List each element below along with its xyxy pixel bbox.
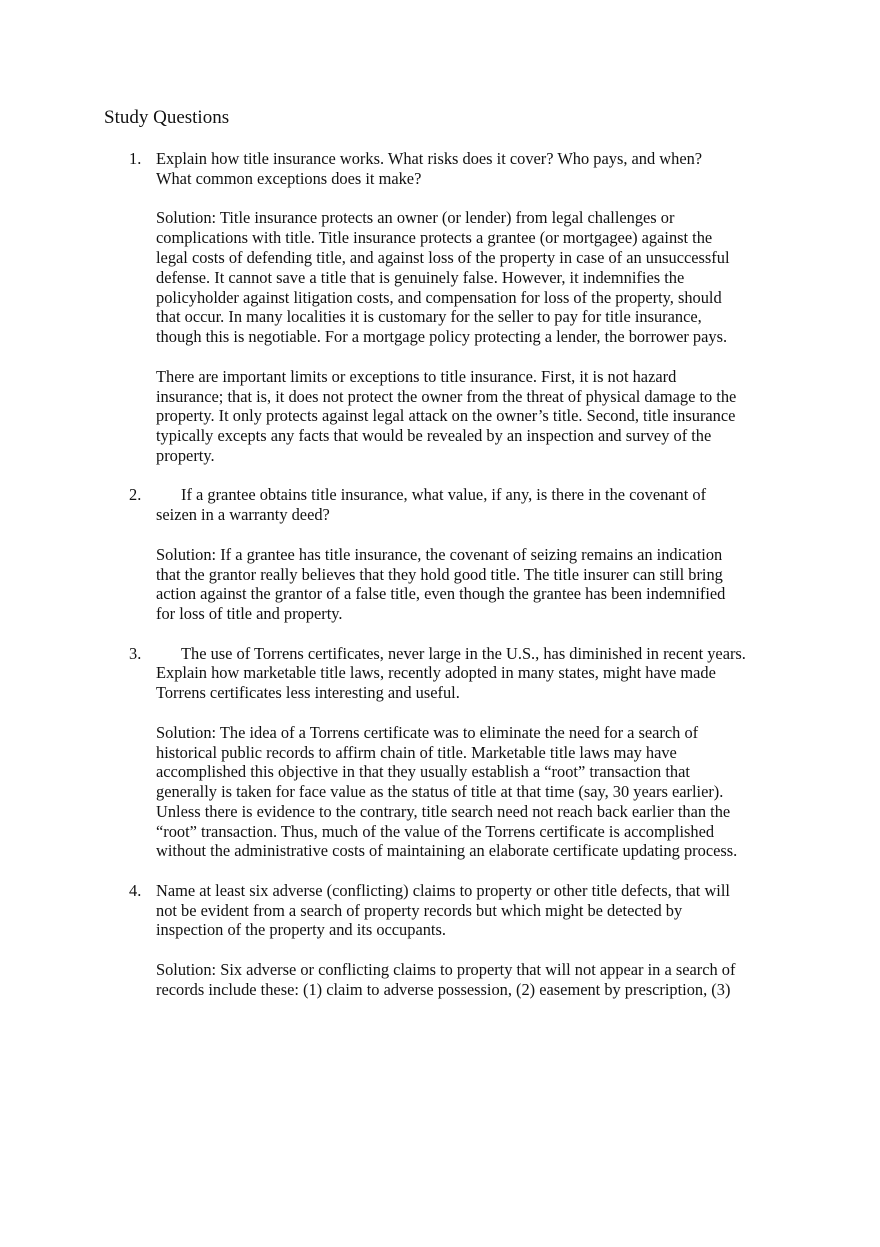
solution-paragraph [156, 960, 784, 1000]
question-number: 2. [129, 485, 142, 505]
text-line: property. [156, 445, 215, 465]
text-line: The use of Torrens certificates, never large in the U.S., has diminished in recent years. [181, 643, 746, 663]
text-line: What common exceptions does it make? [156, 168, 422, 188]
solution-paragraph [156, 367, 784, 466]
text-line: action against the grantor of a false title, even though the grantee has been indemnified [156, 584, 726, 604]
text-line: complications with title. Title insurance protects a grantee (or mortgagee) against the [156, 228, 713, 248]
solution-paragraph [156, 208, 784, 347]
text-line: that occur. In many localities it is customary for the seller to pay for title insurance, [156, 307, 702, 327]
question-text [156, 881, 786, 940]
text-line: Torrens certificates less interesting and useful. [156, 683, 460, 703]
text-line: Explain how title insurance works. What risks does it cover? Who pays, and when? [156, 149, 703, 168]
text-line: inspection of the property and its occupants. [156, 920, 446, 940]
text-line: though this is negotiable. For a mortgage policy protecting a lender, the borrower pays. [156, 327, 728, 347]
text-line: not be evident from a search of property records but which might be detected by [156, 900, 683, 920]
question-list [0, 149, 880, 1019]
question-number: 4. [129, 880, 142, 900]
text-line: typically excepts any facts that would be revealed by an inspection and survey of the [156, 426, 712, 446]
text-line: legal costs of defending title, and against loss of the property in case of an unsuccessful [156, 247, 730, 267]
solution-paragraph [156, 545, 784, 624]
question-item-2 [0, 485, 880, 624]
text-line: Solution: If a grantee has title insurance, the covenant of seizing remains an indication [156, 544, 723, 564]
text-line: “root” transaction. Thus, much of the value of the Torrens certificate is accomplished [156, 821, 715, 841]
text-line: property. It only protects against legal attack on the owner’s title. Second, title insurance [156, 406, 736, 426]
question-text [156, 644, 786, 703]
question-item-1 [0, 149, 880, 466]
text-line: defense. It cannot save a title that is genuinely false. However, it indemnifies the [156, 267, 685, 287]
text-line: that the grantor really believes that they hold good title. The title insurer can still bring [156, 564, 723, 584]
text-line: historical public records to affirm chain of title. Marketable title laws may have [156, 742, 677, 762]
text-line: insurance; that is, it does not protect the owner from the threat of physical damage to the [156, 386, 737, 406]
question-text [156, 485, 786, 525]
text-line: Unless there is evidence to the contrary, title search need not reach back earlier than the [156, 801, 731, 821]
question-item-4 [0, 881, 880, 1000]
text-line: Solution: The idea of a Torrens certificate was to eliminate the need for a search of [156, 722, 699, 742]
solution-paragraph [156, 723, 784, 862]
text-line: There are important limits or exceptions to title insurance. First, it is not hazard [156, 366, 677, 386]
question-item-3 [0, 644, 880, 862]
text-line: If a grantee obtains title insurance, what value, if any, is there in the covenant of [181, 485, 707, 505]
question-number: 1. [129, 149, 142, 168]
text-line: generally is taken for face value as the status of title at that time (say, 30 years earlier). [156, 782, 724, 802]
question-number: 3. [129, 643, 142, 663]
text-line: seizen in a warranty deed? [156, 505, 330, 525]
text-line: without the administrative costs of maintaining an elaborate certificate updating process. [156, 841, 738, 861]
text-line: for loss of title and property. [156, 604, 343, 624]
text-line: Solution: Six adverse or conflicting claims to property that will not appear in a search of [156, 960, 736, 980]
text-line: Explain how marketable title laws, recently adopted in many states, might have made [156, 663, 716, 683]
question-text [156, 149, 786, 189]
text-line: records include these: (1) claim to adverse possession, (2) easement by prescription, (3) [156, 979, 731, 999]
text-line: Solution: Title insurance protects an owner (or lender) from legal challenges or [156, 208, 675, 228]
text-line: policyholder against litigation costs, and compensation for loss of the property, should [156, 287, 722, 307]
text-line: Name at least six adverse (conflicting) claims to property or other title defects, that will [156, 880, 730, 900]
text-line: accomplished this objective in that they usually establish a “root” transaction that [156, 762, 690, 782]
page-title: Study Questions [104, 107, 230, 128]
